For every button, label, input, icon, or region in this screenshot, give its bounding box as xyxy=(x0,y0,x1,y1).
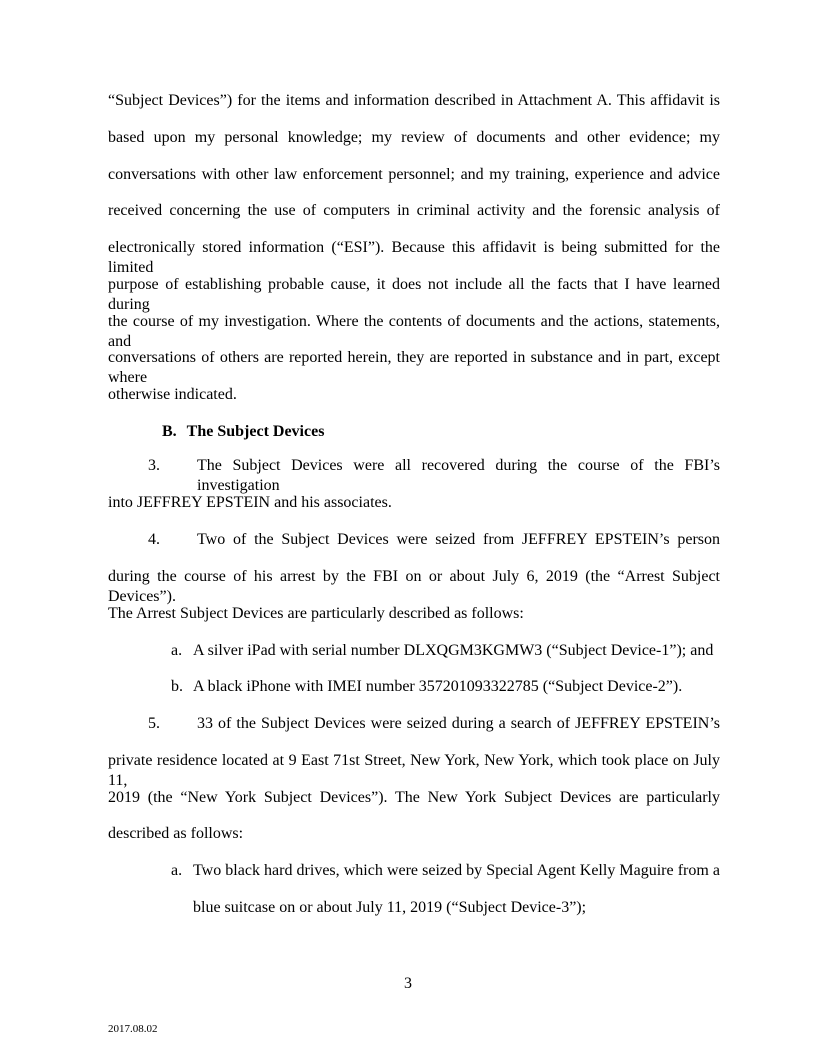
text-line: conversations with other law enforcement personnel; and my training, experience and advice xyxy=(108,166,720,183)
text-line: The Subject Devices were all recovered during the course of the FBI’s investigation xyxy=(197,457,720,494)
list-item-label: a. xyxy=(171,862,183,879)
text-line: private residence located at 9 East 71st Street, New York, New York, which took place on July 11, xyxy=(108,752,720,789)
section-title: The Subject Devices xyxy=(186,423,325,440)
text-line: during the course of his arrest by the FBI on or about July 6, 2019 (the “Arrest Subject Devices”). xyxy=(108,568,720,605)
list-item: Two black hard drives, which were seized by Special Agent Kelly Maguire from a xyxy=(193,862,720,879)
text-line: described as follows: xyxy=(108,825,244,842)
paragraph-number: 5. xyxy=(148,715,160,732)
text-line: electronically stored information (“ESI”). Because this affidavit is being submitted for the limited xyxy=(108,239,720,276)
list-item-label: a. xyxy=(171,642,183,659)
text-line: into JEFFREY EPSTEIN and his associates. xyxy=(108,494,392,511)
list-item: A silver iPad with serial number DLXQGM3KGMW3 (“Subject Device-1”); and xyxy=(193,642,714,659)
text-line: conversations of others are reported herein, they are reported in substance and in part, except where xyxy=(108,349,720,386)
section-heading xyxy=(162,422,334,442)
list-item-label: b. xyxy=(171,678,183,695)
text-line: The Arrest Subject Devices are particularly described as follows: xyxy=(108,605,524,622)
text-line: 2019 (the “New York Subject Devices”). The New York Subject Devices are particularly xyxy=(108,789,720,806)
text-line: based upon my personal knowledge; my review of documents and other evidence; my xyxy=(108,129,720,146)
paragraph-number: 4. xyxy=(148,531,160,548)
page-number: 3 xyxy=(404,975,412,992)
text-line: “Subject Devices”) for the items and information described in Attachment A. This affidavit is xyxy=(108,92,720,109)
text-line: received concerning the use of computers in criminal activity and the forensic analysis of xyxy=(108,202,720,219)
list-item-continuation: blue suitcase on or about July 11, 2019 (“Subject Device-3”); xyxy=(193,899,587,916)
paragraph-number: 3. xyxy=(148,457,160,474)
section-letter: B. xyxy=(162,423,177,440)
text-line: the course of my investigation. Where the contents of documents and the actions, statements, and xyxy=(108,313,720,350)
text-line: otherwise indicated. xyxy=(108,386,237,403)
text-line: purpose of establishing probable cause, it does not include all the facts that I have learned during xyxy=(108,276,720,313)
text-line: 33 of the Subject Devices were seized during a search of JEFFREY EPSTEIN’s xyxy=(197,715,720,732)
list-item: A black iPhone with IMEI number 357201093322785 (“Subject Device-2”). xyxy=(193,678,683,695)
date-code: 2017.08.02 xyxy=(108,1023,158,1035)
text-line: Two of the Subject Devices were seized from JEFFREY EPSTEIN’s person xyxy=(197,531,720,548)
